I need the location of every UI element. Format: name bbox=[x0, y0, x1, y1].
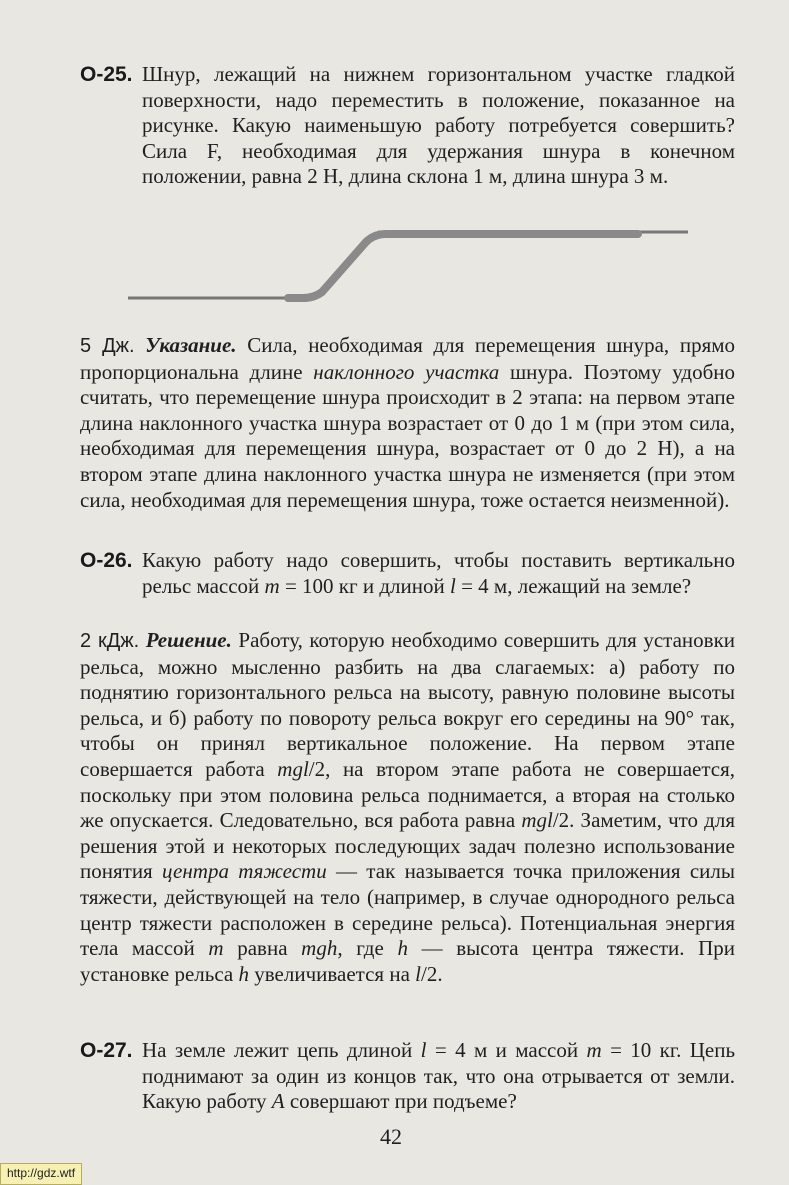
math-var: h bbox=[397, 936, 408, 961]
problem-number: О-26. bbox=[80, 549, 133, 572]
answer-value: 2 кДж. bbox=[80, 630, 140, 652]
cord-on-slope-figure bbox=[128, 220, 698, 310]
math-var: m bbox=[586, 1038, 602, 1062]
problem-text: Какую работу надо совершить, чтобы поставить вертикально рельс массой m = 100 кг и длиной l = 4 м, лежащий на земле? bbox=[142, 548, 735, 598]
solution-label: Решение. bbox=[145, 628, 232, 652]
answer-o26: 2 кДж. Решение. Работу, которую необходимо совершить для установки рельса, можно мысленно разбить на два слагаемых: а) работу по поднятию горизонтального рельса на высоту, равную половине высоты рельса, и б) работу по повороту рельса вокруг его середины на 90° так, чтобы он принял вертикальное положение. На первом этапе совершается работа mgl/2, на втором этапе работа не совершается, поскольку при этом половина рельса поднимается, а вторая на столько же опускается. Следовательно, вся работа равна mgl/2. Заметим, что для решения этой и некоторых последующих задач полезно использование понятия центра тяжести — так называется точка приложения силы тяжести, действующей на тело (например, в случае однородного рельса центр тяжести расположен в середине рельса). Потенциальная энергия тела массой m равна mgh, где h — высота центра тяжести. При установке рельса h увеличивается на l/2. bbox=[80, 628, 736, 986]
math-expr: mgl bbox=[521, 808, 553, 833]
math-var: l bbox=[415, 961, 421, 986]
emphasis-term: центра тяжести bbox=[162, 859, 327, 884]
problem-o26 bbox=[80, 548, 735, 599]
math-var: h bbox=[238, 961, 250, 986]
problem-number: О-27. bbox=[80, 1039, 133, 1062]
page-number: 42 bbox=[380, 1124, 402, 1149]
hint-label: Указание. bbox=[145, 333, 237, 357]
math-expr: mgh bbox=[301, 936, 338, 961]
emphasis-term: наклонного участка bbox=[313, 359, 500, 384]
problem-o27 bbox=[80, 1038, 735, 1115]
problem-number: О-25. bbox=[80, 63, 133, 86]
math-var: l bbox=[450, 573, 456, 598]
math-var: m bbox=[264, 573, 280, 598]
math-var: m bbox=[208, 936, 224, 961]
answer-o25 bbox=[80, 333, 735, 513]
problem-text: На земле лежит цепь длиной l = 4 м и массой m = 10 кг. Цепь поднимают за один из концов так, что она отрывается от земли. Какую работу A совершают при подъеме? bbox=[142, 1038, 736, 1114]
cord bbox=[288, 234, 638, 298]
answer-value: 5 Дж. bbox=[80, 335, 135, 357]
answer-text: шнура. Поэтому удобно считать, что перемещение шнура происходит в 2 этапа: на первом этапе длина наклонного участка шнура возрастает от 0 до 1 м (при этом сила, необходимая для перемещения шнура, возрастает от 0 до 2 Н), а на втором этапе длина наклонного участка шнура не изменяется (при этом сила, необходимая для перемещения шнура, тоже остается неизменной). bbox=[80, 359, 735, 512]
problem-o25 bbox=[80, 62, 735, 190]
math-var: l bbox=[420, 1038, 427, 1062]
answer-text: Сила, необходимая для перемещения шнура, прямо пропорциональна длине bbox=[80, 333, 736, 384]
math-expr: mgl bbox=[277, 756, 309, 781]
problem-text: Шнур, лежащий на нижнем горизонтальном участке гладкой поверхности, надо переместить в положение, показанное на рисунке. Какую наименьшую работу потребуется совершить? Сила F, необходимая для удержания шнура в конечном положении, равна 2 Н, длина склона 1 м, длина шнура 3 м. bbox=[142, 62, 735, 189]
math-var: A bbox=[271, 1089, 285, 1114]
watermark-link[interactable]: http://gdz.wtf bbox=[0, 1163, 82, 1185]
